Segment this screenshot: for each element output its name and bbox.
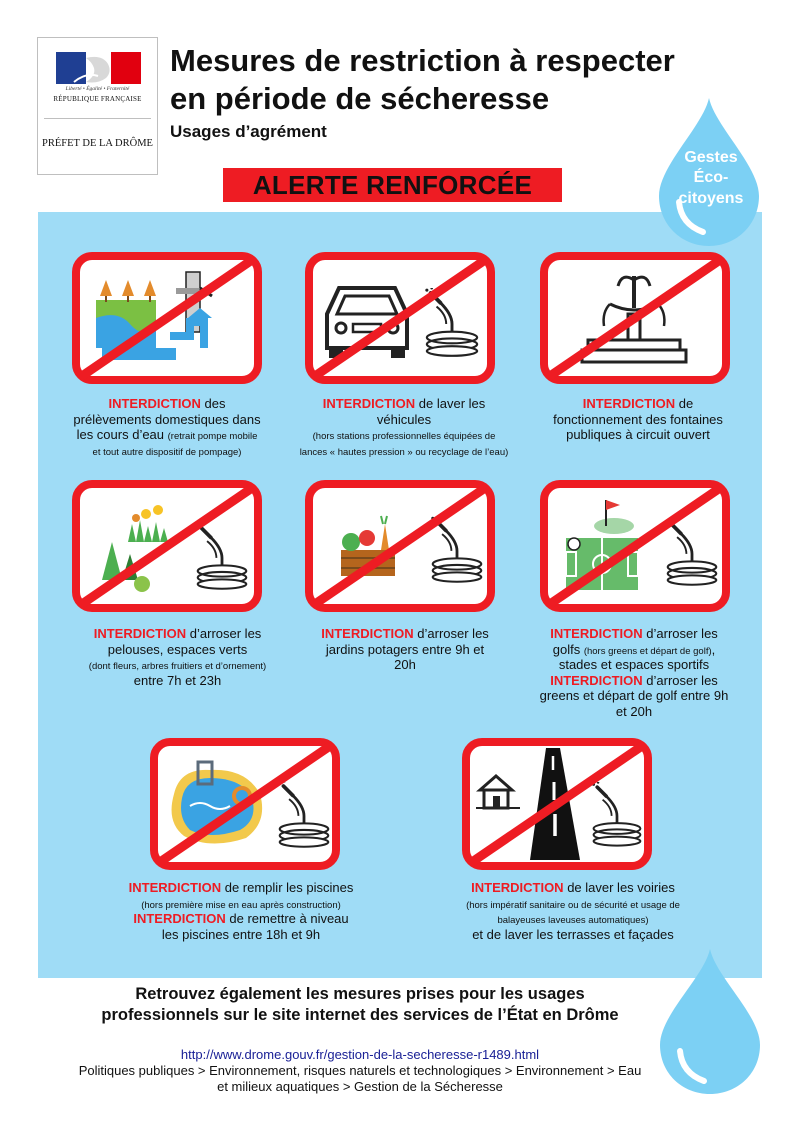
republic-motto: Liberté • Égalité • Fraternité	[65, 86, 130, 92]
measure-6-keyword-2: INTERDICTION	[550, 672, 643, 688]
footer-link[interactable]: http://www.drome.gouv.fr/gestion-de-la-secheresse-r1489.html	[180, 1047, 540, 1062]
measure-6-text-2: , stades et espaces sportifs	[558, 641, 716, 672]
measure-8-text-2: et de laver les terrasses et façades	[472, 926, 674, 942]
road-washing-icon	[462, 738, 652, 870]
marianne-flag-icon	[56, 52, 141, 84]
card-river-pumping	[72, 252, 262, 384]
measure-7-keyword: INTERDICTION	[128, 880, 222, 895]
measure-8-caption	[448, 880, 698, 942]
measure-5-caption	[316, 626, 494, 673]
footer-info	[40, 984, 680, 1026]
footer-breadcrumb	[30, 1063, 690, 1095]
measure-1-text: des prélèvements domestiques dans les cours d’eau	[73, 396, 261, 442]
measure-4-hours: entre 7h et 23h	[133, 672, 222, 688]
title-line-2: en période de sécheresse	[170, 81, 550, 116]
card-lawn-watering	[72, 480, 262, 612]
fountain-icon	[540, 252, 730, 384]
measure-7-caption	[126, 880, 356, 942]
title-line-1: Mesures de restriction à respecter	[170, 43, 675, 78]
measure-2-keyword: INTERDICTION	[322, 396, 416, 411]
measure-3-caption	[538, 396, 738, 443]
measure-8-text: de laver les voiries	[563, 880, 675, 895]
measure-8-note: (hors impératif sanitaire ou de sécurité et usage de balayeuses laveuses automatiques)	[466, 899, 680, 926]
measure-3-text: de fonctionnement des fontaines publiques à circuit ouvert	[553, 396, 723, 442]
page-subtitle: Usages d’agrément	[170, 122, 327, 141]
card-road-washing	[462, 738, 652, 870]
measure-4-note: (dont fleurs, arbres fruitiers et d’ornement)	[88, 661, 267, 672]
measure-6-text: d’arroser les golfs	[552, 626, 718, 657]
measure-6-keyword: INTERDICTION	[550, 626, 643, 641]
measure-4-caption	[80, 626, 275, 688]
measure-5-text: d’arroser les jardins potagers entre 9h et 20h	[325, 626, 489, 672]
measure-7-text: de remplir les piscines	[221, 880, 354, 895]
card-golf-stadium	[540, 480, 730, 612]
badge-line-3: citoyens	[678, 190, 744, 207]
badge-line-1: Gestes	[684, 149, 738, 166]
footer-path-line-1: Politiques publiques > Environnement, risques naturels et technologiques > Environnement > Eau	[78, 1063, 642, 1078]
measure-1-note: (retrait pompe mobile et tout autre dispositif de pompage)	[92, 431, 258, 458]
measure-6-text-3: d’arroser les greens et départ de golf entre 9h et 20h	[539, 672, 729, 719]
republic-name: RÉPUBLIQUE FRANÇAISE	[53, 95, 142, 103]
logo-divider	[44, 118, 151, 119]
measure-6-caption	[536, 626, 732, 719]
prefecture-logo	[37, 37, 158, 175]
swimming-pool-icon	[150, 738, 340, 870]
measure-7-text-2: de remettre à niveau les piscines entre 18h et 9h	[161, 911, 349, 942]
vegetable-garden-icon	[305, 480, 495, 612]
river-pumping-icon	[72, 252, 262, 384]
measure-7-keyword-2: INTERDICTION	[133, 911, 226, 926]
measure-5-keyword: INTERDICTION	[321, 626, 414, 641]
card-car-washing	[305, 252, 495, 384]
measure-4-text: d’arroser les pelouses, espaces verts	[107, 626, 262, 657]
card-vegetable-garden	[305, 480, 495, 612]
measure-3-keyword: INTERDICTION	[582, 396, 676, 411]
measure-7-note: (hors première mise en eau après construction)	[141, 899, 341, 911]
card-swimming-pool	[150, 738, 340, 870]
measure-1-caption	[72, 396, 262, 458]
alert-level-banner: ALERTE RENFORCÉE	[223, 168, 562, 202]
footer-line-1: Retrouvez également les mesures prises pour les usages	[135, 985, 585, 1003]
measure-2-note: (hors stations professionnelles équipées de lances « hautes pression » ou recyclage de l’eau)	[299, 431, 509, 458]
measure-2-text: de laver les véhicules	[376, 396, 486, 427]
measure-8-keyword: INTERDICTION	[471, 880, 564, 895]
prefect-name: PRÉFET DE LA DRÔME	[42, 138, 153, 149]
measure-2-caption	[298, 396, 510, 458]
footer-path-line-2: et milieux aquatiques > Gestion de la Sécheresse	[217, 1079, 503, 1094]
car-washing-icon	[305, 252, 495, 384]
measure-1-keyword: INTERDICTION	[108, 396, 201, 411]
badge-line-2: Éco-	[693, 169, 729, 186]
lawn-watering-icon	[72, 480, 262, 612]
measure-6-note: (hors greens et départ de golf)	[583, 645, 712, 657]
golf-stadium-icon	[540, 480, 730, 612]
card-fountain	[540, 252, 730, 384]
measure-4-keyword: INTERDICTION	[93, 626, 187, 641]
footer-line-2: professionnels sur le site internet des services de l’État en Drôme	[101, 1006, 619, 1024]
